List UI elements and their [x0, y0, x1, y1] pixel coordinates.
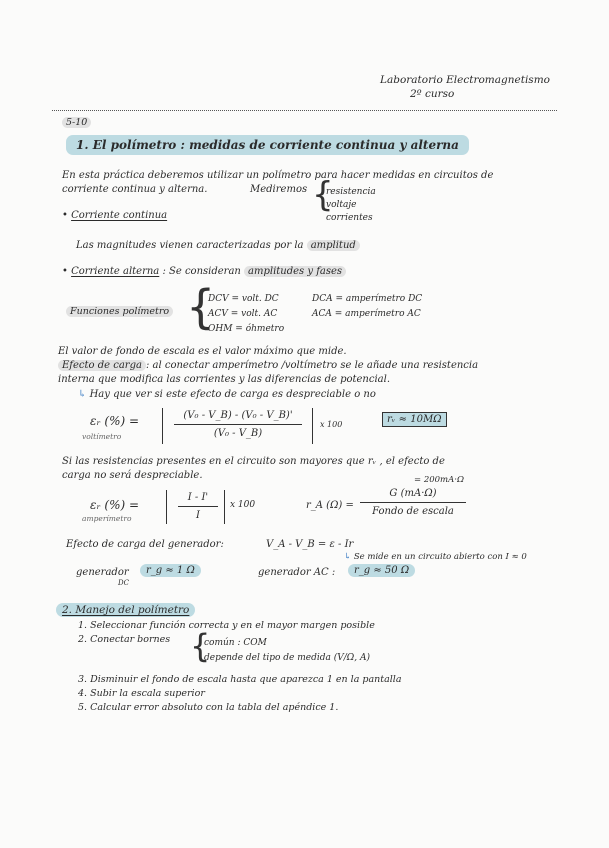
section2-title: [56, 604, 195, 616]
eq2-annotation: = 200mA·Ω: [414, 475, 464, 485]
functions-brace: {: [186, 280, 216, 334]
gen-dc-sub: DC: [118, 579, 129, 587]
borne-item: común : COM: [204, 638, 267, 648]
dotted-divider: [52, 110, 557, 111]
intro-line-2: corriente continua y alterna.: [62, 184, 208, 195]
function-item: ACV = volt. AC: [208, 309, 278, 319]
efecto-line-3: [78, 389, 376, 400]
arrow-icon: ↳: [344, 552, 352, 562]
step-3: 3. Disminuir el fondo de escala hasta que aparezca 1 en la pantalla: [78, 674, 402, 685]
ac-bullet-text: Corriente alterna: [71, 266, 160, 277]
gen-eq: V_A - V_B = ε - Ir: [266, 539, 354, 550]
function-item: DCA = amperímetro DC: [312, 294, 423, 304]
date-text: 5-10: [62, 117, 91, 128]
eq1-lhs-sub: voltímetro: [82, 432, 122, 441]
dc-highlight: amplitud: [307, 240, 360, 251]
bornes-list: [204, 636, 370, 666]
function-item: OHM = óhmetro: [208, 324, 285, 334]
dc-bullet: • Corriente continua: [62, 210, 168, 221]
eq1-bar-right: [312, 408, 313, 444]
step-4: 4. Subir la escala superior: [78, 688, 205, 699]
gen-ac-value: [348, 565, 415, 576]
dc-text: [76, 240, 360, 251]
gen-dc-value: [140, 565, 201, 576]
step-5: 5. Calcular error absoluto con la tabla del apéndice 1.: [78, 702, 339, 713]
eq2-lhs: εᵣ (%) =: [90, 498, 140, 512]
ac-text: : Se consideran: [162, 266, 241, 277]
gen-note: [344, 552, 527, 562]
section2-title-text: 2. Manejo del polímetro: [56, 603, 195, 617]
eq2-mult: x 100: [230, 500, 256, 510]
efecto-line-2: interna que modifica las corrientes y las diferencias de potencial.: [58, 374, 391, 385]
eq2-denominator: I: [196, 510, 200, 521]
measures-brace: {: [312, 175, 334, 215]
eq2-ra-denominator: Fondo de escala: [372, 506, 454, 517]
eq2-fraction: [178, 492, 218, 521]
eq2-ra-fraction: [360, 488, 466, 517]
eq2-ra: r_A (Ω) =: [306, 500, 354, 511]
eq1-fraction: [174, 410, 302, 439]
eq1-bar-left: [162, 408, 163, 444]
eq1-box: [382, 414, 447, 425]
efecto-label: Efecto de carga: [58, 360, 146, 371]
gen-label: Efecto de carga del generador:: [66, 539, 224, 550]
fondo-line: El valor de fondo de escala es el valor máximo que mide.: [58, 346, 347, 357]
step-2: 2. Conectar bornes: [78, 634, 171, 645]
eq2-fraction-line: [178, 506, 218, 507]
gen-dc-value-text: r_g ≈ 1 Ω: [140, 564, 201, 577]
eq1-box-text: rᵥ ≈ 10MΩ: [382, 412, 447, 427]
dc-bullet-text: Corriente continua: [71, 210, 168, 221]
eq1-numerator: (V₀ - V_B) - (V₀ - V_B)': [183, 410, 293, 421]
header-course: Laboratorio Electromagnetismo: [380, 74, 550, 86]
bornes-brace: {: [190, 627, 211, 665]
eq1-denominator: (V₀ - V_B): [213, 428, 263, 439]
intro-line-1: En esta práctica deberemos utilizar un polímetro para hacer medidas en circuitos de: [62, 170, 494, 181]
functions-right: [312, 292, 422, 322]
measure-item: voltaje: [326, 200, 357, 210]
funciones-label: [66, 306, 173, 317]
measure-item: corrientes: [326, 213, 373, 223]
eq2-ra-fraction-line: [360, 502, 466, 503]
gen-ac-label: generador AC :: [258, 567, 336, 578]
step-1: 1. Seleccionar función correcta y en el mayor margen posible: [78, 620, 375, 631]
gen-ac-value-text: r_g ≈ 50 Ω: [348, 564, 415, 577]
arrow-icon: ↳: [78, 389, 87, 400]
funciones-label-text: Funciones polímetro: [66, 306, 173, 317]
dc-text-body: Las magnitudes vienen caracterizadas por la: [76, 240, 304, 251]
page-title-text: 1. El polímetro : medidas de corriente continua y alterna: [66, 135, 469, 155]
eq2-bar-left: [166, 490, 167, 524]
header-year: 2º curso: [410, 88, 455, 100]
ac-highlight: amplitudes y fases: [244, 266, 346, 277]
functions-left: [208, 292, 284, 337]
eq2-lhs-sub: amperímetro: [82, 514, 132, 523]
ac-bullet: • Corriente alterna : Se consideran amplitudes y fases: [62, 266, 346, 277]
function-item: DCV = volt. DC: [208, 294, 279, 304]
eq1-mult: x 100: [320, 420, 343, 429]
si-line-2: carga no será despreciable.: [62, 470, 203, 481]
measure-item: resistencia: [326, 187, 376, 197]
eq2-ra-numerator: G (mA·Ω): [389, 488, 437, 499]
measures-list: [326, 186, 376, 225]
si-line-1: Si las resistencias presentes en el circuito son mayores que rᵥ , el efecto de: [62, 456, 445, 467]
page-title: [66, 138, 469, 152]
mediremos-label: Mediremos: [250, 184, 308, 195]
eq2-bar-right: [224, 490, 225, 524]
efecto-line-1: [58, 360, 478, 371]
eq1-lhs: εᵣ (%) =: [90, 414, 140, 428]
gen-note-text: Se mide en un circuito abierto con I ≈ 0: [353, 552, 527, 562]
date-label: [62, 117, 91, 128]
borne-item: depende del tipo de medida (V/Ω, A): [204, 653, 370, 663]
gen-dc-label: generador: [76, 567, 129, 578]
eq2-numerator: I - I': [187, 492, 209, 503]
eq1-fraction-line: [174, 424, 302, 425]
efecto-line-1-text: : al conectar amperímetro /voltímetro se le añade una resistencia: [145, 360, 479, 371]
function-item: ACA = amperímetro AC: [312, 309, 421, 319]
efecto-line-3-text: Hay que ver si este efecto de carga es despreciable o no: [89, 389, 376, 400]
